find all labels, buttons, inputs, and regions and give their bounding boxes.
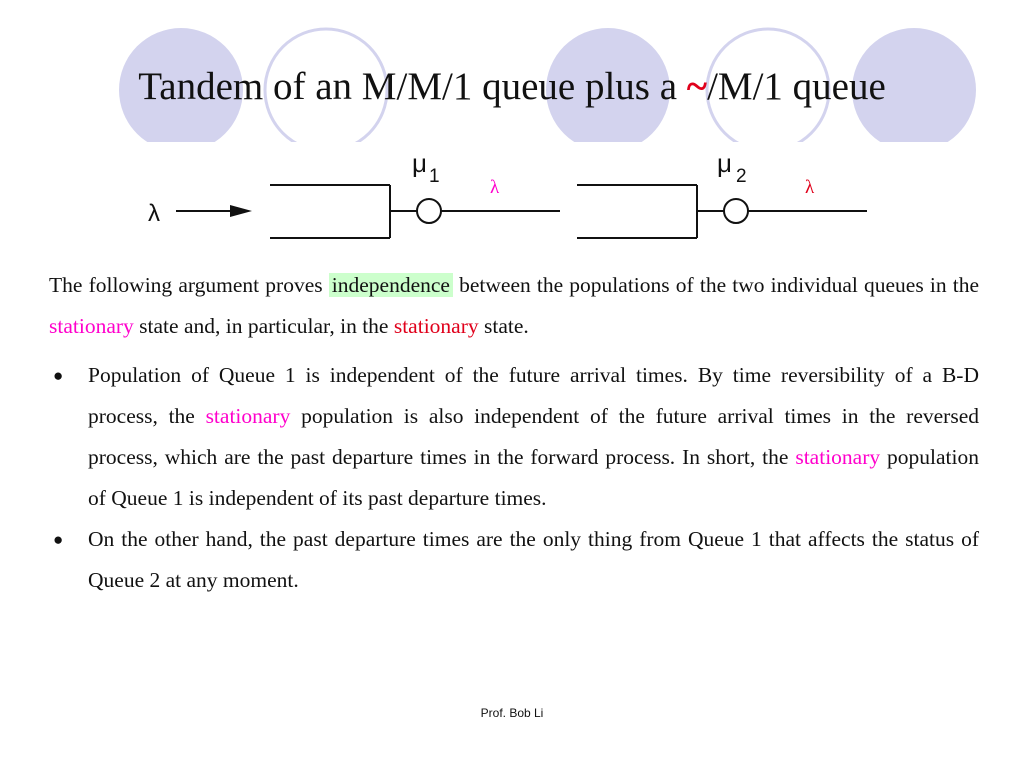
bullet-dot-icon: ● <box>53 366 64 385</box>
tandem-queue-diagram <box>0 0 1024 260</box>
server-2-circle <box>724 199 748 223</box>
queue-2 <box>577 185 867 238</box>
server-1-circle <box>417 199 441 223</box>
service-rate-1-index: 1 <box>429 166 440 187</box>
title-tilde: ~ <box>686 65 708 108</box>
output-rate-2-label: λ <box>805 177 815 198</box>
highlighted-word-independence: independence <box>329 273 453 297</box>
keyword-stationary: stationary <box>205 404 291 428</box>
keyword-stationary: stationary <box>795 445 881 469</box>
intro-paragraph: The following argument proves independence between the populations of the two individual queues in the stationary state and, in particular, in the stationary state. <box>49 273 979 338</box>
title-text-end: /M/1 queue <box>707 65 886 108</box>
queue-1 <box>270 185 560 238</box>
title-text: Tandem of an M/M/1 queue plus a <box>138 65 687 108</box>
keyword-stationary: stationary <box>393 314 479 338</box>
footer-author: Prof. Bob Li <box>480 706 544 720</box>
bullet-item: ● On the other hand, the past departure times are the only thing from Queue 1 that affects the status of Queue 2 at any moment. <box>49 519 979 601</box>
service-rate-2-index: 2 <box>736 166 747 187</box>
arrival-rate-label: λ <box>148 200 160 227</box>
service-rate-2-label: μ <box>717 148 732 178</box>
bullet-dot-icon: ● <box>53 530 64 549</box>
arrow-head-icon <box>230 205 252 217</box>
output-rate-1-label: λ <box>490 177 500 198</box>
service-rate-1-label: μ <box>412 148 427 178</box>
keyword-stationary: stationary <box>49 314 134 338</box>
bullet-item: ● Population of Queue 1 is independent of the future arrival times. By time reversibility of a B-D process, the stationary population is also independent of the future arrival times in the reversed process, which are the past departure times in the forward process. In short, the stationary population of Queue 1 is independent of its past departure times. <box>49 355 979 519</box>
bullet-list <box>49 355 979 601</box>
